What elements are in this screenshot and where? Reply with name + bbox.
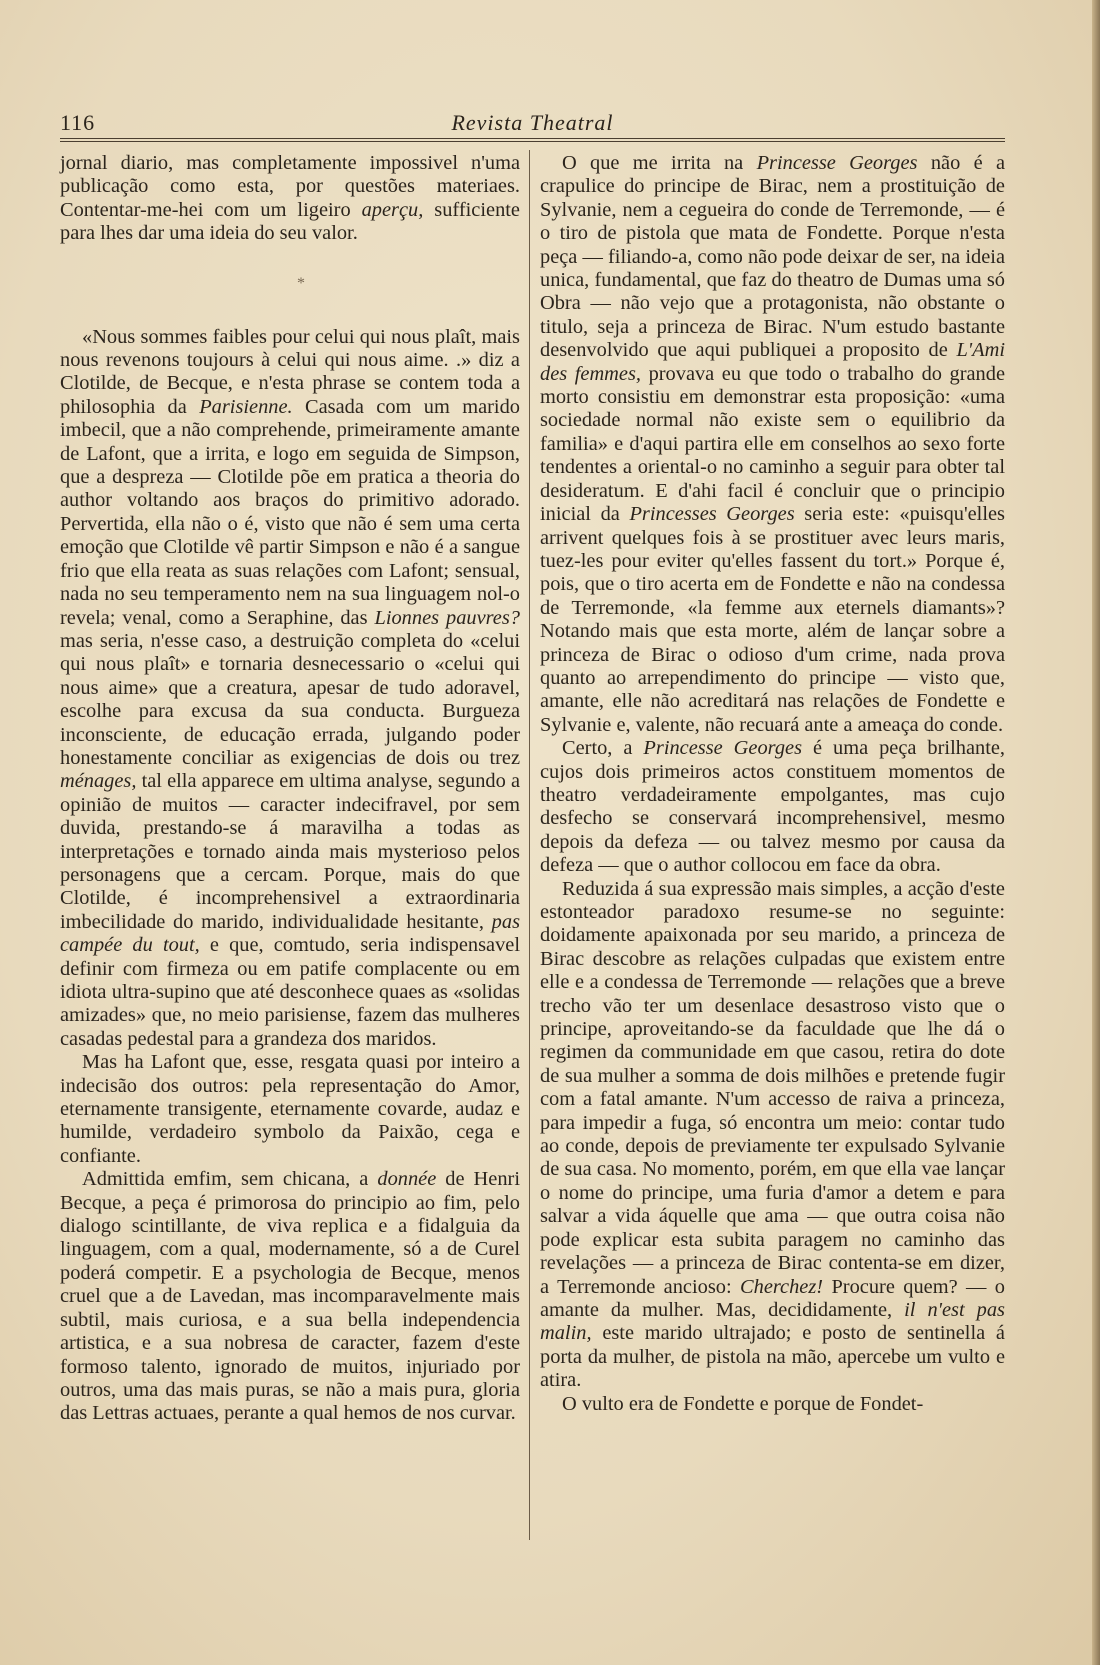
column-divider	[529, 150, 530, 1540]
header-rule	[60, 138, 1005, 139]
paragraph: O que me irrita na Princesse Georges não é a crapulice do principe de Birac, nem a prostituição de Sylvanie, nem a cegueira do conde de Terremonde, — é o tiro de pistola que mata de Fondette. Porque n'esta peça — filiando-a, como não pode deixar de ser, na ideia unica, fundamental, que faz do theatro de Dumas uma só Obra — não vejo que a protagonista, não obstante o titulo, seja a princeza de Birac. N'um estudo bastante desenvolvido que aqui publiquei a proposito de L'Ami des femmes, provava eu que todo o trabalho do grande morto consistiu em demonstrar esta proposição: «uma sociedade normal não existe sem o equilibrio da familia» e d'aqui partira elle em conselhos ao sexo forte tendentes a oriental-o no caminho a seguir para obter tal desideratum. E d'ahi facil é concluir que o principio inicial da Princesses Georges seria este: «puisqu'elles arrivent quelques fois à se prostituer avec leurs maris, tuez-les pour eviter qu'elles fassent du tort.» Porque é, pois, que o tiro acerta em de Fondette e não na condessa de Terremonde, «la femme aux eternels diamants»? Notando mais que esta morte, além de lançar sobre a princeza de Birac o odioso d'um crime, nada prova quanto ao arrependimento do principe — visto que, amante, elle não acreditará nas relações de Fondette e Sylvanie e, valente, não recuará ante a ameaça do conde.	[540, 152, 1006, 736]
right-column	[540, 152, 1005, 1416]
paragraph: O vulto era de Fondette e porque de Fondet-	[562, 1392, 924, 1415]
paragraph: «Nous sommes faibles pour celui qui nous plaît, mais nous revenons toujours à celui qui nous aime. .» diz a Clotilde, de Becque, e n'esta phrase se contem toda a philosophia da Parisienne. Casada com um marido imbecil, que a não comprehende, primeiramente amante de Lafont, que a irrita, e logo em seguida de Simpson, que a despreza — Clotilde põe em pratica a theoria do author voltando aos braços do primitivo adorado. Pervertida, ella não o é, visto que não é sem uma certa emoção que Clotilde vê partir Simpson e não é a sangue frio que ella reata as suas relações com Lafont; sensual, nada no seu temperamento nem na sua linguagem nol-o revela; venal, como a Seraphine, das Lionnes pauvres? mas seria, n'esse caso, a destruição completa do «celui qui nous plaît» e tornaria desnecessario o «celui qui nous aime» que a creatura, apesar de tudo adoravel, escolhe para excusa da sua conducta. Burgueza inconsciente, de educação errada, julgando poder honestamente conciliar as exigencias de dois ou trez ménages, tal ella apparece em ultima analyse, segundo a opinião de muitos — caracter indecifravel, por sem duvida, prestando-se á maravilha a todas as interpretações e tornado ainda mais mysterioso pelos personagens que a cercam. Porque, mais do que Clotilde, é incomprehensivel a extraordinaria imbecilidade do marido, individualidade hesitante, pas campée du tout, e que, comtudo, seria indispensavel definir com firmeza ou em patife complacente ou em idiota ultra-supino que até desconhece quaes as «solidas amizades» que, no meio parisiense, fazem das mulheres casadas pedestal para a grandeza dos maridos.	[60, 325, 520, 1050]
paragraph: Mas ha Lafont que, esse, resgata quasi por inteiro a indecisão dos outros: pela representação do Amor, eternamente transigente, eternamente covarde, audaz e humilde, verdadeiro symbolo da Paixão, cega e confiante.	[60, 1051, 520, 1167]
header-rule-double	[60, 141, 1005, 142]
page-header	[60, 110, 1005, 136]
left-column	[60, 152, 520, 1426]
running-title: Revista Theatral	[451, 110, 614, 135]
paragraph: Certo, a Princesse Georges é uma peça brilhante, cujos dois primeiros actos constituem momentos de theatro verdadeiramente empolgantes, mas cujo desfecho se conservará incomprehensivel, mesmo depois da defeza — ou talvez mesmo por causa da defeza — que o author collocou em face da obra.	[540, 737, 1006, 877]
page-edge	[1092, 0, 1100, 1665]
paragraph: jornal diario, mas completamente impossivel n'uma publicação como esta, por questões materiaes. Contentar-me-hei com um ligeiro aperçu, sufficiente para lhes dar uma ideia do seu valor.	[60, 152, 520, 245]
page-number: 116	[60, 110, 96, 135]
section-separator: *	[297, 274, 305, 292]
paragraph: Admittida emfim, sem chicana, a donnée de Henri Becque, a peça é primorosa do principio ao fim, pelo dialogo scintillante, de viva replica e a fidalguia da linguagem, com a qual, modernamente, só a de Curel poderá competir. E a psychologia de Becque, menos cruel que a de Lavedan, mas incomparavelmente mais subtil, mais curiosa, e a sua bella independencia artistica, e a sua nobresa de caracter, fazem d'este formoso talento, ignorado de muitos, injuriado por outros, uma das mais puras, se não a mais pura, gloria das Lettras actuaes, perante a qual hemos de nos curvar.	[60, 1168, 520, 1425]
paragraph: Reduzida á sua expressão mais simples, a acção d'este estonteador paradoxo resume-se no seguinte: doidamente apaixonada por seu marido, a princeza de Birac descobre as relações culpadas que existem entre elle e a condessa de Terremonde — relações que a breve trecho vão ter um desenlace desastroso visto que o principe, aproveitando-se da faculdade que lhe dá o regimen da communidade em que casou, retira do dote de sua mulher a somma de dois milhões e pretende fugir com a fatal amante. N'um accesso de raiva a princeza, para impedir a fuga, só encontra um meio: contar tudo ao conde, depois de previamente ter expulsado Sylvanie de sua casa. No momento, porém, em que ella vae lançar o nome do principe, uma furia d'amor a detem e para salvar a vida áquelle que ama — que outra coisa não pode explicar esta subita paragem no caminho das revelações — a princeza de Birac contenta-se em dizer, a Terremonde ancioso: Cherchez! Procure quem? — o amante da mulher. Mas, decididamente, il n'est pas malin, este marido ultrajado; e posto de sentinella á porta da mulher, de pistola na mão, apercebe um vulto e atira.	[540, 877, 1005, 1392]
